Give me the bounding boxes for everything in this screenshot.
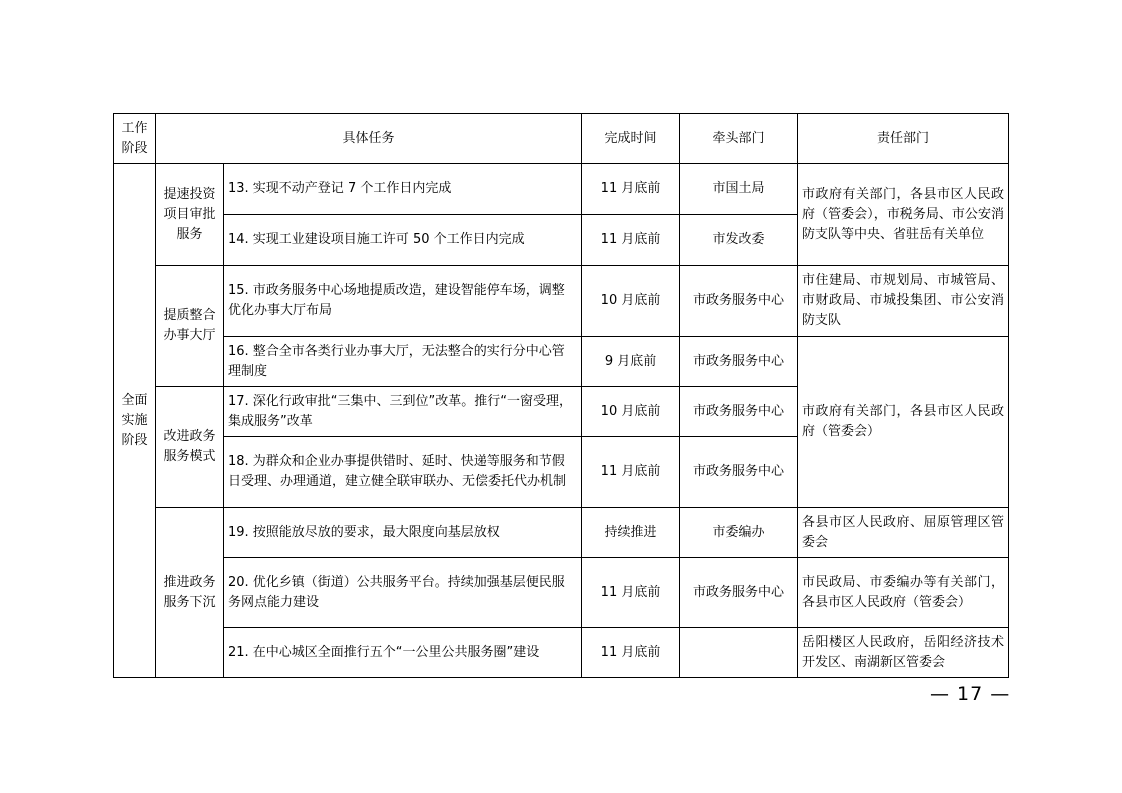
stage-cell: 全面实施阶段 bbox=[114, 164, 156, 678]
task-cell: 16. 整合全市各类行业办事大厅，无法整合的实行分中心管理制度 bbox=[224, 337, 582, 387]
task-cell: 14. 实现工业建设项目施工许可 50 个工作日内完成 bbox=[224, 215, 582, 266]
lead-cell: 市政务服务中心 bbox=[680, 387, 798, 437]
lead-cell: 市政务服务中心 bbox=[680, 337, 798, 387]
lead-cell: 市委编办 bbox=[680, 508, 798, 558]
category-cell: 提质整合办事大厅 bbox=[156, 266, 224, 387]
deadline-cell: 11 月底前 bbox=[582, 558, 680, 628]
header-lead: 牵头部门 bbox=[680, 114, 798, 164]
responsible-cell: 市政府有关部门，各县市区人民政府（管委会），市税务局、市公安消防支队等中央、省驻岳有关单位 bbox=[798, 164, 1009, 266]
task-cell: 18. 为群众和企业办事提供错时、延时、快递等服务和节假日受理、办理通道，建立健全联审联办、无偿委托代办机制 bbox=[224, 437, 582, 508]
table-row bbox=[114, 337, 1009, 387]
table-row bbox=[114, 266, 1009, 337]
task-cell: 20. 优化乡镇（街道）公共服务平台。持续加强基层便民服务网点能力建设 bbox=[224, 558, 582, 628]
category-cell: 改进政务服务模式 bbox=[156, 387, 224, 508]
deadline-cell: 11 月底前 bbox=[582, 437, 680, 508]
table-row bbox=[114, 628, 1009, 678]
header-stage: 工作阶段 bbox=[114, 114, 156, 164]
lead-cell: 市政务服务中心 bbox=[680, 437, 798, 508]
task-cell: 19. 按照能放尽放的要求，最大限度向基层放权 bbox=[224, 508, 582, 558]
responsible-cell: 岳阳楼区人民政府，岳阳经济技术开发区、南湖新区管委会 bbox=[798, 628, 1009, 678]
deadline-cell: 持续推进 bbox=[582, 508, 680, 558]
responsible-cell: 市政府有关部门，各县市区人民政府（管委会） bbox=[798, 337, 1009, 508]
category-cell: 提速投资项目审批服务 bbox=[156, 164, 224, 266]
task-table bbox=[113, 113, 1009, 678]
task-cell: 21. 在中心城区全面推行五个“一公里公共服务圈”建设 bbox=[224, 628, 582, 678]
header-responsible: 责任部门 bbox=[798, 114, 1009, 164]
deadline-cell: 10 月底前 bbox=[582, 266, 680, 337]
responsible-cell: 市住建局、市规划局、市城管局、市财政局、市城投集团、市公安消防支队 bbox=[798, 266, 1009, 337]
deadline-cell: 11 月底前 bbox=[582, 628, 680, 678]
table-row bbox=[114, 164, 1009, 215]
responsible-cell: 各县市区人民政府、屈原管理区管委会 bbox=[798, 508, 1009, 558]
table-row bbox=[114, 558, 1009, 628]
lead-cell: 市国土局 bbox=[680, 164, 798, 215]
page-number: — 17 — bbox=[930, 683, 1011, 705]
lead-cell: 市政务服务中心 bbox=[680, 558, 798, 628]
header-task: 具体任务 bbox=[156, 114, 582, 164]
lead-cell: 市发改委 bbox=[680, 215, 798, 266]
table-row bbox=[114, 508, 1009, 558]
header-deadline: 完成时间 bbox=[582, 114, 680, 164]
lead-cell bbox=[680, 628, 798, 678]
deadline-cell: 11 月底前 bbox=[582, 164, 680, 215]
task-cell: 15. 市政务服务中心场地提质改造，建设智能停车场，调整优化办事大厅布局 bbox=[224, 266, 582, 337]
task-cell: 17. 深化行政审批“三集中、三到位”改革。推行“一窗受理，集成服务”改革 bbox=[224, 387, 582, 437]
deadline-cell: 10 月底前 bbox=[582, 387, 680, 437]
task-cell: 13. 实现不动产登记 7 个工作日内完成 bbox=[224, 164, 582, 215]
lead-cell: 市政务服务中心 bbox=[680, 266, 798, 337]
responsible-cell: 市民政局、市委编办等有关部门，各县市区人民政府（管委会） bbox=[798, 558, 1009, 628]
table-header-row bbox=[114, 114, 1009, 164]
deadline-cell: 9 月底前 bbox=[582, 337, 680, 387]
deadline-cell: 11 月底前 bbox=[582, 215, 680, 266]
category-cell: 推进政务服务下沉 bbox=[156, 508, 224, 678]
